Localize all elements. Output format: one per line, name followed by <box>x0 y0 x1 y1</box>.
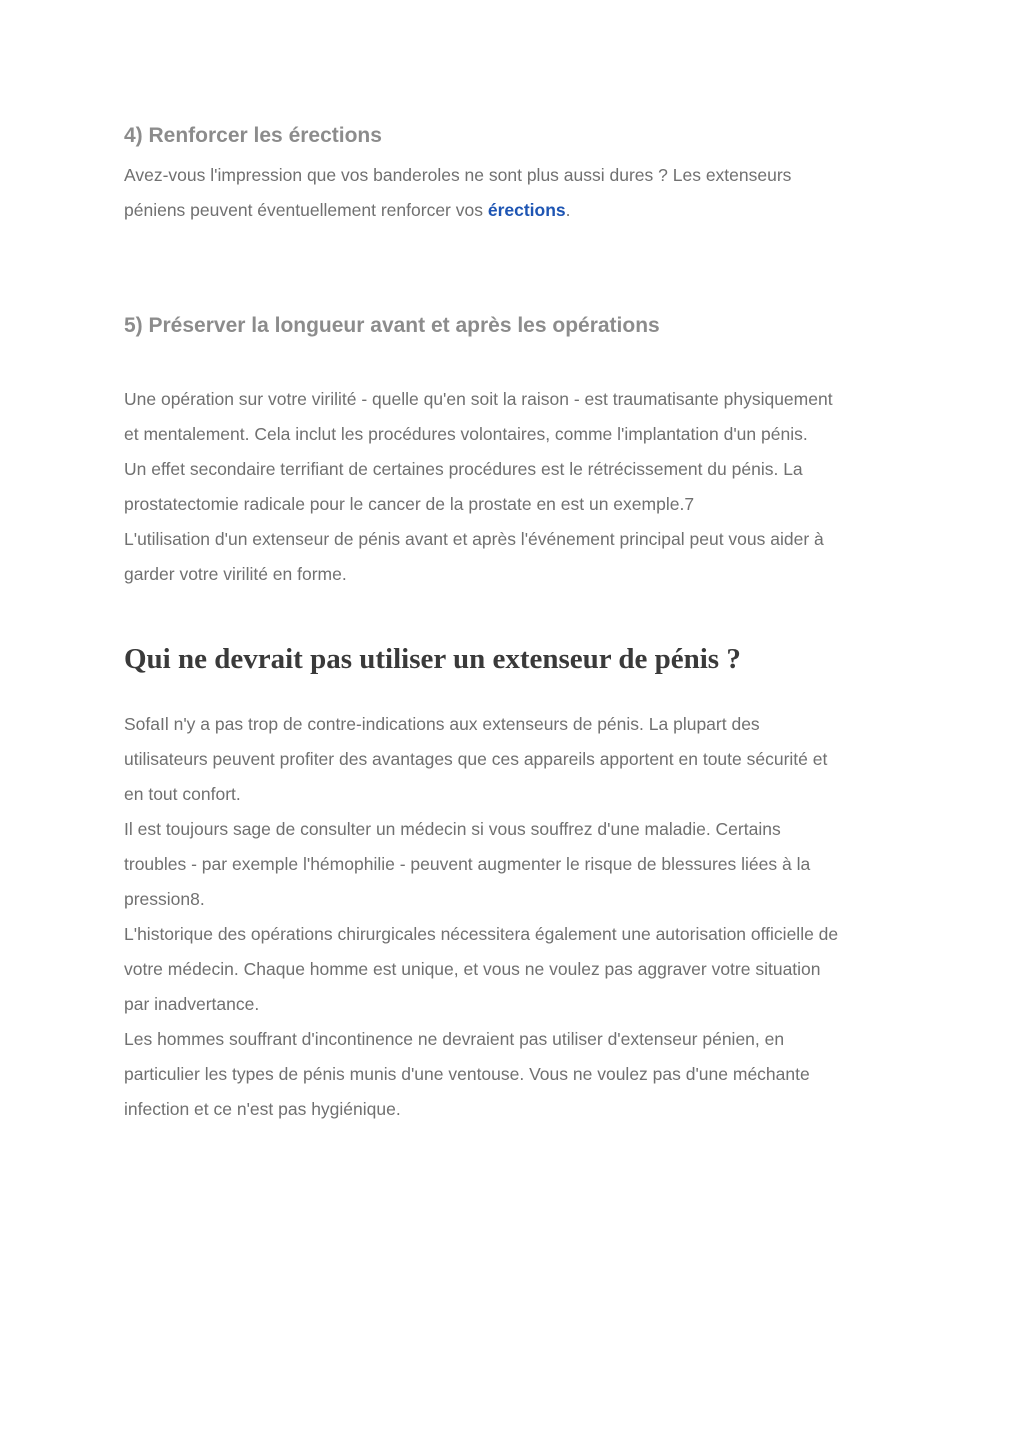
paragraph-line: par inadvertance. <box>124 994 260 1014</box>
paragraph-line <box>124 193 904 228</box>
paragraph-line: Un effet secondaire terrifiant de certaines procédures est le rétrécissement du pénis. La <box>124 459 803 479</box>
paragraph-line: votre médecin. Chaque homme est unique, et vous ne voulez pas aggraver votre situation <box>124 959 821 979</box>
paragraph-line: garder votre virilité en forme. <box>124 564 347 584</box>
paragraph-line: utilisateurs peuvent profiter des avantages que ces appareils apportent en toute sécurité et <box>124 749 828 769</box>
section-5-paragraph <box>124 382 904 592</box>
paragraph-line: infection et ce n'est pas hygiénique. <box>124 1099 401 1119</box>
paragraph-line: prostatectomie radicale pour le cancer de la prostate en est un exemple.7 <box>124 494 695 514</box>
paragraph-text: . <box>565 200 571 220</box>
paragraph-line: en tout confort. <box>124 784 241 804</box>
paragraph-line: L'utilisation d'un extenseur de pénis avant et après l'événement principal peut vous aider à <box>124 529 824 549</box>
paragraph-line: troubles - par exemple l'hémophilie - peuvent augmenter le risque de blessures liées à la <box>124 854 811 874</box>
section-heading-who: Qui ne devrait pas utiliser un extenseur de pénis ? <box>124 643 741 675</box>
paragraph-line: Les hommes souffrant d'incontinence ne devraient pas utiliser d'extenseur pénien, en <box>124 1029 785 1049</box>
paragraph-line: Une opération sur votre virilité - quelle qu'en soit la raison - est traumatisante physiquement <box>124 389 833 409</box>
paragraph-line: Avez-vous l'impression que vos banderoles ne sont plus aussi dures ? Les extenseurs <box>124 165 792 185</box>
paragraph-line: L'historique des opérations chirurgicales nécessitera également une autorisation officielle de <box>124 924 839 944</box>
paragraph-line: pression8. <box>124 889 205 909</box>
erections-link[interactable]: érections <box>487 200 566 220</box>
paragraph-line: et mentalement. Cela inclut les procédures volontaires, comme l'implantation d'un pénis. <box>124 424 808 444</box>
paragraph-text: péniens peuvent éventuellement renforcer vos <box>124 200 488 220</box>
paragraph-line: Il est toujours sage de consulter un médecin si vous souffrez d'une maladie. Certains <box>124 819 781 839</box>
paragraph-line: SofaIl n'y a pas trop de contre-indications aux extenseurs de pénis. La plupart des <box>124 714 760 734</box>
section-4-heading: 4) Renforcer les érections <box>124 124 382 147</box>
who-paragraph <box>124 707 904 1127</box>
section-4-paragraph <box>124 158 904 228</box>
paragraph-line: particulier les types de pénis munis d'une ventouse. Vous ne voulez pas d'une méchante <box>124 1064 810 1084</box>
section-5-heading: 5) Préserver la longueur avant et après les opérations <box>124 314 660 337</box>
